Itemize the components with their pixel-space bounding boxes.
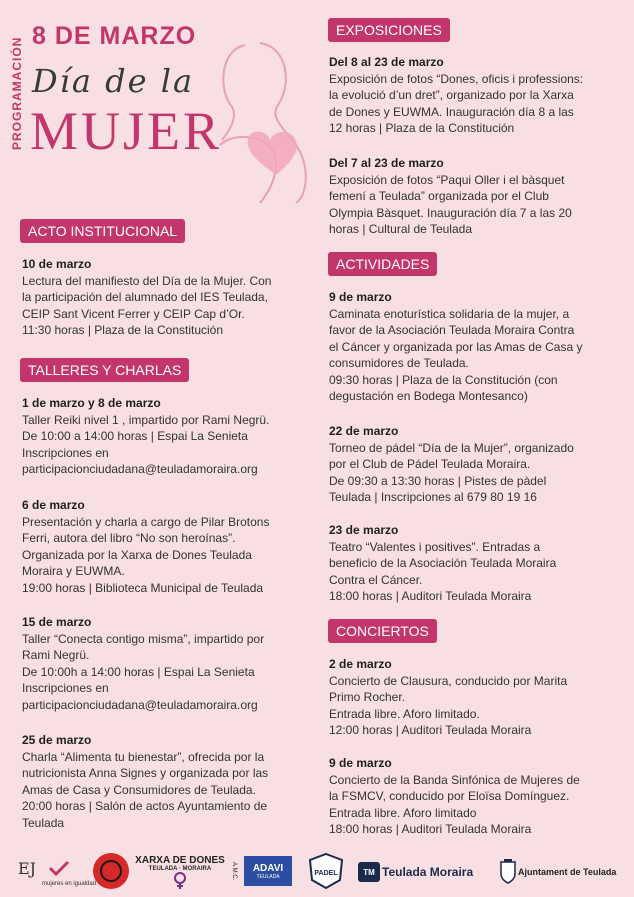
event-date: 6 de marzo [22, 498, 85, 512]
event-line: Primo Rocher. [329, 690, 406, 704]
event-line: Charla “Alimenta tu bienestar”, ofrecida por la [22, 749, 265, 764]
event-line: nutricionista Anna Signes y organizada por las [22, 766, 269, 780]
event-line: Moraira y EUWMA. [22, 564, 125, 578]
event-date: 22 de marzo [329, 424, 399, 438]
event-line: Torneo de pádel “Día de la Mujer”, organizado [329, 440, 574, 455]
adavi-logo [244, 856, 292, 886]
event-line: beneficio de la Asociación Teulada Moraira [329, 556, 557, 570]
talleres-heading: TALLERES Y CHARLAS [20, 358, 189, 382]
event-line: CEIP Sant Vicent Ferrer y CEIP Cap d’Or. [22, 306, 245, 321]
acto-institucional-heading: ACTO INSTITUCIONAL [20, 219, 185, 243]
talleres-event-1 [22, 395, 312, 478]
amc-vertical-logo [226, 854, 242, 888]
exposiciones-event-2 [329, 155, 624, 238]
event-line: Contra el Cáncer. [329, 572, 423, 587]
event-line: Caminata enoturística solidaria de la mujer, a [329, 306, 570, 321]
event-line: Rami Negrü. [22, 648, 90, 662]
conciertos-heading: CONCIERTOS [328, 619, 437, 643]
ajuntament-logo [518, 862, 628, 882]
teulada-moraira-logo [382, 862, 482, 882]
teulada-moraira-text: Teulada Moraira [382, 865, 474, 879]
event-line: la evolució d’un dret”, organizado por la Xarxa [329, 88, 574, 102]
event-line: la FSMCV, conducido por Eloïsa Domínguez. [329, 789, 570, 803]
event-date: 1 de marzo y 8 de marzo [22, 396, 161, 410]
actividades-event-2 [329, 423, 624, 506]
event-line: 12:00 horas | Auditori Teulada Moraira [329, 723, 532, 737]
programacion-label: PROGRAMACIÓN [10, 36, 24, 150]
event-line: femení a Teulada” organizada por el Club [329, 189, 549, 203]
event-date: 15 de marzo [22, 615, 92, 629]
event-date: 2 de marzo [329, 657, 392, 671]
talleres-event-2 [22, 497, 312, 596]
event-line: 19:00 horas | Biblioteca Municipal de Teulada [22, 580, 264, 595]
ajuntament-shield-icon [500, 856, 516, 886]
tm-badge-text: TM [363, 867, 375, 877]
event-line: horas | Cultural de Teulada [329, 222, 472, 236]
event-date: 10 de marzo [22, 257, 92, 271]
circle-emblem-icon [92, 852, 130, 890]
event-line: 20:00 horas | Salón de actos Ayuntamiento de [22, 799, 268, 813]
xarxa-de-dones-logo [135, 852, 225, 892]
event-line: participacionciudadana@teuladamoraira.org [22, 697, 258, 712]
conciertos-event-1 [329, 656, 624, 739]
exposiciones-event-1 [329, 54, 624, 137]
mujer-title: MUJER [30, 101, 223, 161]
event-line: De 10:00 a 14:00 horas | Espai La Senieta [22, 429, 248, 443]
padel-badge-icon [306, 852, 346, 890]
event-line: Exposición de fotos “Dones, oficis i professions: [329, 71, 584, 86]
event-line: Teulada [22, 815, 65, 830]
svg-text:mujeres en igualdad: mujeres en igualdad [42, 881, 97, 887]
conciertos-event-2 [329, 755, 624, 838]
event-line: el Cáncer y organizada por las Amas de Casa y [329, 339, 583, 354]
event-line: Concierto de Clausura, conducido por Marita [329, 673, 568, 688]
event-line: Concierto de la Banda Sinfónica de Mujeres de [329, 772, 580, 787]
svg-text:EJ: EJ [18, 859, 37, 878]
event-line: 18:00 horas | Auditori Teulada Moraira [329, 589, 532, 603]
mujeres-en-igualdad-logo [16, 854, 97, 888]
event-line: 11:30 horas | Plaza de la Constitución [22, 323, 224, 337]
event-line: Inscripciones en [22, 681, 109, 695]
talleres-event-3 [22, 614, 312, 713]
event-date: Del 8 al 23 de marzo [329, 55, 444, 69]
female-symbol-icon [170, 872, 190, 890]
amc-red-circle-logo [92, 852, 130, 890]
dia-de-la-title: Día de la [32, 62, 195, 100]
tm-badge-icon [358, 862, 380, 882]
event-line: favor de la Asociación Teulada Moraira Contra [329, 323, 575, 337]
event-date: Del 7 al 23 de marzo [329, 156, 444, 170]
event-date: 9 de marzo [329, 290, 392, 304]
event-line: 18:00 horas | Auditori Teulada Moraira [329, 822, 532, 836]
exposiciones-heading: EXPOSICIONES [328, 18, 450, 42]
event-date: 23 de marzo [329, 523, 399, 537]
event-line: Teulada | Inscripciones al 679 80 19 16 [329, 490, 537, 504]
event-date: 25 de marzo [22, 733, 92, 747]
acto-event [22, 256, 312, 339]
event-line: Presentación y charla a cargo de Pilar Brotons [22, 514, 270, 529]
event-line: Olympia Bàsquet. Inauguración día 7 a las 20 [329, 205, 572, 220]
adavi-text: ADAVI [252, 862, 284, 874]
sponsor-logos [0, 848, 634, 893]
event-line: Entrada libre. Aforo limitado. [329, 706, 480, 721]
event-line: participacionciudadana@teuladamoraira.org [22, 462, 258, 476]
padel-logo [306, 852, 346, 890]
event-date-title: 8 DE MARZO [32, 22, 197, 50]
event-line: Taller Reiki nivel 1 , impartido por Rami Negrü. [22, 412, 270, 427]
event-line: De 10:00h a 14:00 horas | Espai La Senieta [22, 664, 255, 679]
xarxa-text: XARXA DE DONES [135, 854, 225, 866]
event-line: Inscripciones en [22, 445, 109, 460]
amc-text: A.M.C. [231, 861, 237, 881]
adavi-subtext: TEULADA [256, 873, 280, 880]
xarxa-subtext: TEULADA · MORAIRA [148, 865, 212, 872]
event-line: Taller “Conecta contigo misma”, impartido por [22, 631, 265, 646]
event-line: Organizada por la Xarxa de Dones Teulada [22, 547, 252, 562]
actividades-event-1 [329, 289, 624, 405]
ajuntament-text: Ajuntament de Teulada [518, 867, 617, 877]
actividades-event-3 [329, 522, 624, 605]
event-line: Entrada libre. Aforo limitado [329, 805, 477, 820]
event-line: 12 horas | Plaza de la Constitución [329, 121, 515, 135]
event-line: consumidores de Teulada. [329, 356, 469, 370]
svg-text:PADEL: PADEL [314, 870, 338, 877]
talleres-event-4 [22, 732, 312, 831]
event-line: Lectura del manifiesto del Día de la Mujer. Con [22, 273, 272, 288]
event-line: Exposición de fotos “Paqui Oller i el bàsquet [329, 172, 565, 187]
event-line: degustación en Bodega Montesanco) [329, 389, 528, 403]
event-line: Ferri, autora del libro “No son heroínas”. [22, 531, 236, 545]
event-line: 09:30 horas | Plaza de la Constitución (con [329, 372, 558, 387]
event-line: Teatro “Valentes i positives”. Entradas a [329, 539, 541, 554]
event-line: por el Club de Pádel Teulada Moraira. [329, 457, 531, 471]
heart-check-icon [16, 854, 97, 888]
event-line: de Dones y EUWMA. Inauguración día 8 a las [329, 104, 574, 119]
event-line: De 09:30 a 13:30 horas | Pistes de pàdel [329, 473, 547, 488]
actividades-heading: ACTIVIDADES [328, 252, 437, 276]
event-date: 9 de marzo [329, 756, 392, 770]
event-line: Amas de Casa y Consumidores de Teulada. [22, 782, 256, 797]
woman-heart-illustration [200, 35, 320, 205]
event-line: la participación del alumnado del IES Teulada, [22, 290, 268, 304]
